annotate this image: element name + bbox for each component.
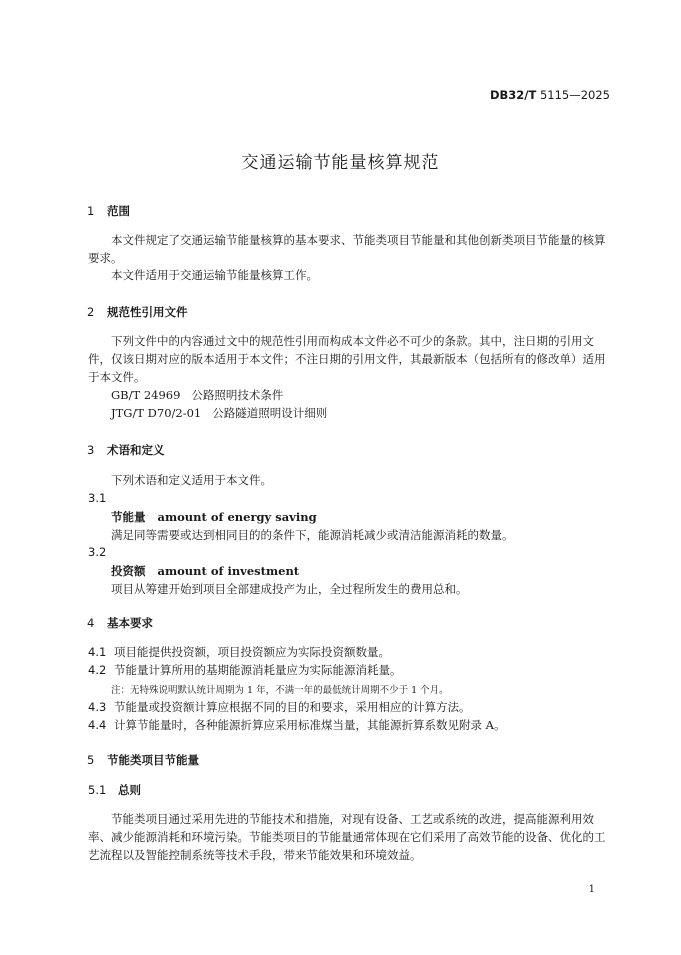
section-3-intro: 下列术语和定义适用于本文件。 [111, 473, 272, 487]
term-definition: 项目从筹建开始到项目全部建成投产为止，全过程所发生的费用总和。 [111, 582, 468, 596]
requirement-item: 4.1 项目能提供投资额，项目投资额应为实际投资额数量。 [88, 645, 390, 659]
requirement-note: 注：无特殊说明默认统计周期为 1 年，不满一年的最低统计周期不少于 1 个月。 [111, 685, 449, 696]
section-3-heading: 3 术语和定义 [87, 443, 165, 457]
standard-code: DB32/T 5115—2025 [489, 88, 610, 102]
requirement-item: 4.3 节能量或投资额计算应根据不同的目的和要求，采用相应的计算方法。 [88, 700, 471, 714]
requirement-item: 4.4 计算节能量时，各种能源折算应采用标准煤当量，其能源折算系数见附录 A。 [88, 718, 506, 732]
reference-item: GB/T 24969 公路照明技术条件 [111, 388, 284, 402]
reference-item: JTG/T D70/2-01 公路隧道照明设计细则 [111, 406, 328, 420]
document-title: 交通运输节能量核算规范 [241, 153, 440, 173]
page-number: 1 [588, 884, 595, 895]
term-number: 3.1 [88, 491, 107, 505]
subsection-5-1-heading: 5.1 总则 [88, 783, 141, 797]
requirement-item: 4.2 节能量计算所用的基期能源消耗量应为实际能源消耗量。 [88, 663, 402, 677]
section-1-paragraph-2: 本文件适用于交通运输节能量核算工作。 [111, 268, 318, 282]
section-2-heading: 2 规范性引用文件 [87, 305, 188, 319]
section-1-heading: 1 范围 [87, 204, 130, 218]
section-5-heading: 5 节能类项目节能量 [87, 753, 199, 767]
term-title: 投资额 amount of investment [111, 564, 300, 578]
section-2-paragraph: 下列文件中的内容通过文中的规范性引用而构成本文件必不可少的条款。其中，注日期的引用文件，仅该日期对应的版本适用于本文件；不注日期的引用文件，其最新版本（包括所有的修改单）适用于本文件。 [88, 334, 606, 384]
subsection-5-1-paragraph: 节能类项目通过采用先进的节能技术和措施，对现有设备、工艺或系统的改进，提高能源利用效率、减少能源消耗和环境污染。节能类项目的节能量通常体现在它们采用了高效节能的设备、优化的工艺流程以及智能控制系统等技术手段，带来节能效果和环境效益。 [88, 812, 606, 862]
section-1-paragraph-1: 本文件规定了交通运输节能量核算的基本要求、节能类项目节能量和其他创新类项目节能量的核算要求。 [88, 233, 606, 265]
term-number: 3.2 [88, 545, 107, 559]
term-title: 节能量 amount of energy saving [111, 510, 317, 524]
term-definition: 满足同等需要或达到相同目的的条件下，能源消耗减少或清洁能源消耗的数量。 [111, 528, 514, 542]
section-4-heading: 4 基本要求 [87, 616, 153, 630]
